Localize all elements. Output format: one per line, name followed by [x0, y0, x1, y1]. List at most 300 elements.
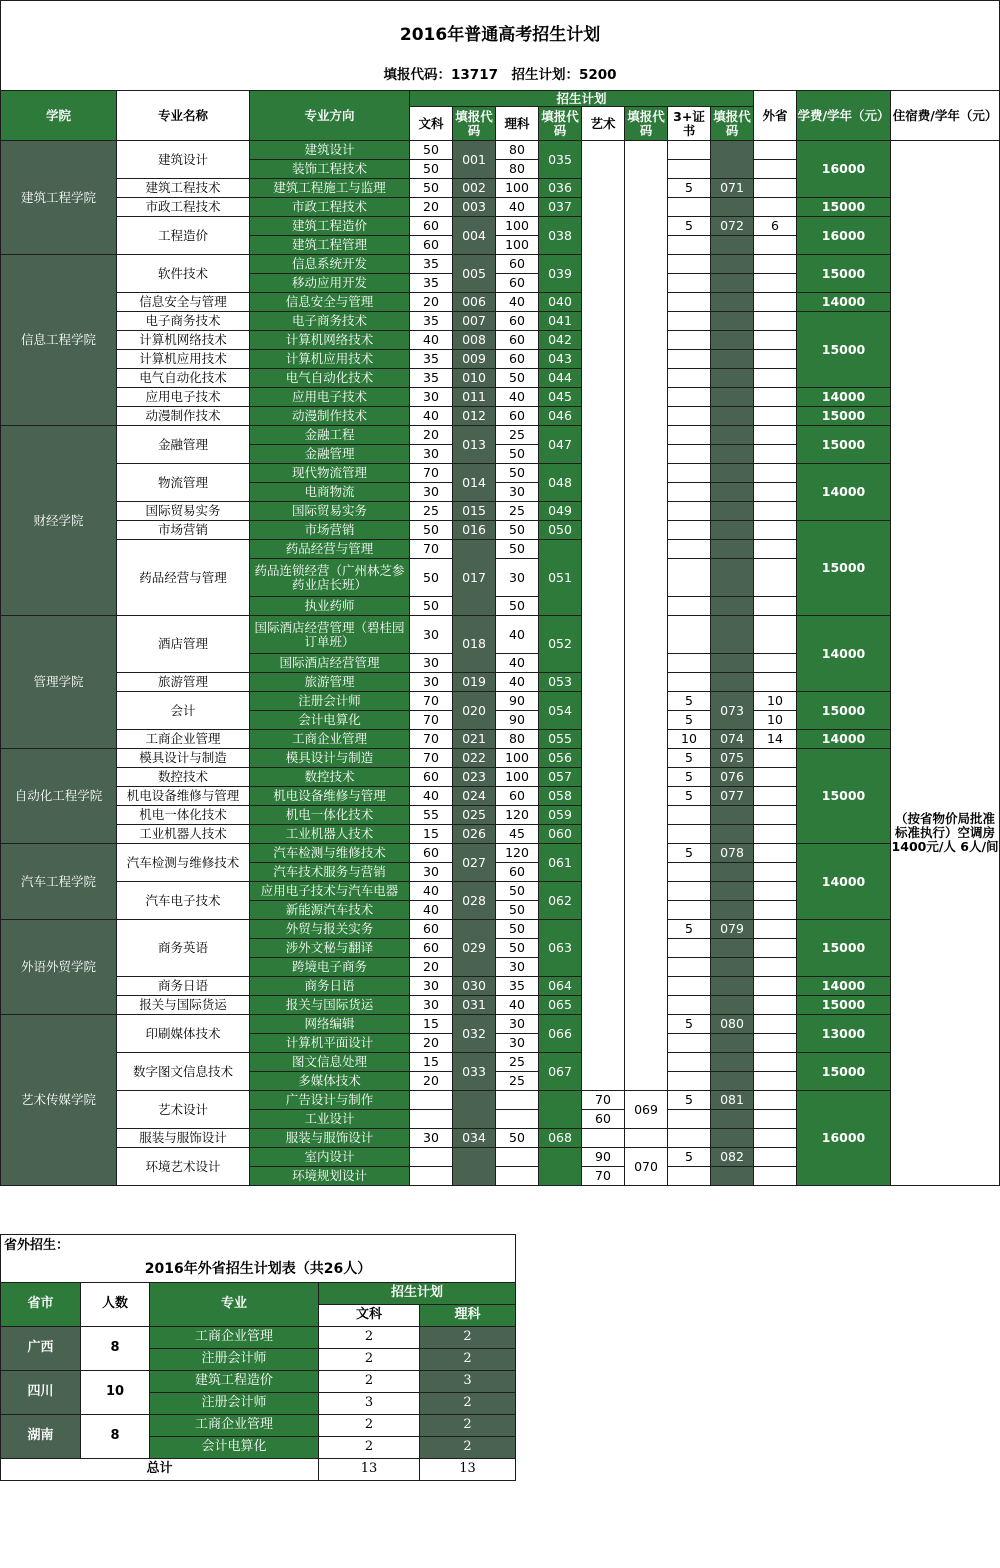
tuition-cell: 15000	[797, 996, 891, 1015]
major-name-cell: 数控技术	[117, 768, 250, 787]
cert-code-cell: 076	[711, 768, 754, 787]
li-count-cell: 25	[496, 1053, 539, 1072]
college-cell: 建筑工程学院	[1, 141, 117, 255]
direction-cell: 装饰工程技术	[250, 160, 410, 179]
wen-count-cell: 60	[410, 236, 453, 255]
cert-code-cell	[711, 863, 754, 882]
outside-li-cell: 2	[420, 1349, 516, 1371]
cert-code-cell	[711, 426, 754, 445]
outside-count-cell: 10	[754, 711, 797, 730]
cert-code-cell	[711, 654, 754, 673]
header-college: 学院	[1, 91, 117, 141]
wen-count-cell: 30	[410, 616, 453, 654]
college-cell: 财经学院	[1, 426, 117, 616]
table-row	[1, 198, 1000, 217]
outside-count-cell	[754, 1091, 797, 1110]
cert-count-cell	[668, 331, 711, 350]
li-count-cell: 50	[496, 464, 539, 483]
li-count-cell: 100	[496, 179, 539, 198]
header-art-code: 填报代码	[625, 107, 668, 141]
cert-code-cell: 072	[711, 217, 754, 236]
li-count-cell: 80	[496, 141, 539, 160]
li-count-cell: 40	[496, 616, 539, 654]
cert-count-cell	[668, 388, 711, 407]
major-name-cell: 环境艺术设计	[117, 1148, 250, 1186]
header-li: 理科	[496, 107, 539, 141]
tuition-cell: 15000	[797, 692, 891, 730]
li-code-cell: 037	[539, 198, 582, 217]
major-name-cell: 商务日语	[117, 977, 250, 996]
li-count-cell: 50	[496, 901, 539, 920]
outside-count-cell	[754, 882, 797, 901]
outside-header-major: 专业	[150, 1283, 319, 1327]
outside-count-cell	[754, 369, 797, 388]
outside-count-cell	[754, 654, 797, 673]
cert-code-cell: 081	[711, 1091, 754, 1110]
cert-code-cell	[711, 616, 754, 654]
wen-code-cell: 033	[453, 1053, 496, 1091]
table-row	[1, 521, 1000, 540]
li-code-cell: 048	[539, 464, 582, 502]
table-row	[1, 692, 1000, 711]
tuition-cell: 14000	[797, 293, 891, 312]
cert-code-cell	[711, 901, 754, 920]
cert-code-cell	[711, 483, 754, 502]
major-name-cell: 工程造价	[117, 217, 250, 255]
li-count-cell: 100	[496, 749, 539, 768]
wen-count-cell: 60	[410, 217, 453, 236]
cert-code-cell	[711, 1072, 754, 1091]
direction-cell: 数控技术	[250, 768, 410, 787]
li-count-cell: 50	[496, 369, 539, 388]
wen-code-cell: 021	[453, 730, 496, 749]
table-row	[1, 730, 1000, 749]
direction-cell: 建筑设计	[250, 141, 410, 160]
college-cell: 外语外贸学院	[1, 920, 117, 1015]
li-count-cell	[496, 1148, 539, 1167]
li-count-cell: 35	[496, 977, 539, 996]
table-row	[1, 996, 1000, 1015]
outside-count-cell	[754, 426, 797, 445]
major-name-cell: 数字图文信息技术	[117, 1053, 250, 1091]
wen-count-cell: 20	[410, 293, 453, 312]
cert-count-cell: 5	[668, 711, 711, 730]
wen-code-cell: 031	[453, 996, 496, 1015]
wen-count-cell: 30	[410, 863, 453, 882]
outside-count-cell: 6	[754, 217, 797, 236]
wen-count-cell: 60	[410, 768, 453, 787]
cert-code-cell	[711, 1034, 754, 1053]
cert-count-cell	[668, 293, 711, 312]
tuition-cell: 14000	[797, 464, 891, 521]
major-name-cell: 信息安全与管理	[117, 293, 250, 312]
wen-count-cell: 70	[410, 464, 453, 483]
outside-count-cell	[754, 312, 797, 331]
cert-code-cell	[711, 958, 754, 977]
li-code-cell	[539, 1148, 582, 1186]
cert-code-cell	[711, 274, 754, 293]
cert-code-cell	[711, 293, 754, 312]
major-name-cell: 机电设备维修与管理	[117, 787, 250, 806]
table-row	[1, 407, 1000, 426]
cert-code-cell: 075	[711, 749, 754, 768]
wen-count-cell: 40	[410, 331, 453, 350]
outside-count-cell	[754, 996, 797, 1015]
tuition-cell: 14000	[797, 388, 891, 407]
cert-count-cell	[668, 616, 711, 654]
outside-count-cell	[754, 502, 797, 521]
direction-cell: 国际贸易实务	[250, 502, 410, 521]
cert-code-cell	[711, 1167, 754, 1186]
wen-count-cell: 30	[410, 996, 453, 1015]
outside-header-li: 理科	[420, 1305, 516, 1327]
cert-count-cell	[668, 274, 711, 293]
header-wen: 文科	[410, 107, 453, 141]
cert-count-cell	[668, 806, 711, 825]
tuition-cell: 14000	[797, 844, 891, 920]
cert-count-cell: 5	[668, 749, 711, 768]
table-row	[1, 1053, 1000, 1072]
major-name-cell: 工商企业管理	[117, 730, 250, 749]
wen-count-cell: 50	[410, 521, 453, 540]
direction-cell: 室内设计	[250, 1148, 410, 1167]
outside-total-wen: 13	[319, 1459, 420, 1481]
cert-count-cell	[668, 673, 711, 692]
cert-code-cell	[711, 369, 754, 388]
li-count-cell	[496, 1091, 539, 1110]
outside-count-cell	[754, 483, 797, 502]
outside-major-cell: 注册会计师	[150, 1349, 319, 1371]
li-code-cell: 058	[539, 787, 582, 806]
li-code-cell: 046	[539, 407, 582, 426]
wen-count-cell: 50	[410, 160, 453, 179]
direction-cell: 电子商务技术	[250, 312, 410, 331]
direction-cell: 汽车技术服务与营销	[250, 863, 410, 882]
direction-cell: 移动应用开发	[250, 274, 410, 293]
cert-count-cell: 5	[668, 692, 711, 711]
province-cell: 四川	[1, 1371, 81, 1415]
wen-count-cell: 20	[410, 198, 453, 217]
li-count-cell: 100	[496, 236, 539, 255]
cert-code-cell	[711, 141, 754, 179]
major-name-cell: 电气自动化技术	[117, 369, 250, 388]
outside-count-cell	[754, 1015, 797, 1034]
direction-cell: 工商企业管理	[250, 730, 410, 749]
cert-count-cell	[668, 198, 711, 217]
direction-cell: 机电设备维修与管理	[250, 787, 410, 806]
art-code-cell: 070	[625, 1148, 668, 1186]
header-dorm: 住宿费/学年（元）	[891, 91, 1000, 141]
direction-cell: 报关与国际货运	[250, 996, 410, 1015]
wen-count-cell: 70	[410, 749, 453, 768]
wen-code-cell: 013	[453, 426, 496, 464]
li-count-cell: 40	[496, 654, 539, 673]
cert-code-cell: 074	[711, 730, 754, 749]
cert-count-cell	[668, 1072, 711, 1091]
direction-cell: 计算机网络技术	[250, 331, 410, 350]
outside-count-cell	[754, 198, 797, 217]
cert-code-cell	[711, 673, 754, 692]
li-count-cell: 30	[496, 1034, 539, 1053]
art-code-cell	[625, 141, 668, 1091]
tuition-cell: 14000	[797, 616, 891, 692]
cert-count-cell: 5	[668, 1148, 711, 1167]
direction-cell: 应用电子技术	[250, 388, 410, 407]
direction-cell: 电气自动化技术	[250, 369, 410, 388]
header-tuition: 学费/学年（元）	[797, 91, 891, 141]
li-count-cell: 50	[496, 445, 539, 464]
college-cell: 信息工程学院	[1, 255, 117, 426]
tuition-cell: 14000	[797, 977, 891, 996]
cert-count-cell	[668, 464, 711, 483]
outside-count-cell	[754, 920, 797, 939]
wen-code-cell: 019	[453, 673, 496, 692]
direction-cell: 模具设计与制造	[250, 749, 410, 768]
wen-code-cell	[453, 1091, 496, 1129]
li-code-cell: 054	[539, 692, 582, 730]
li-code-cell: 064	[539, 977, 582, 996]
wen-count-cell: 30	[410, 977, 453, 996]
cert-code-cell	[711, 521, 754, 540]
cert-count-cell	[668, 939, 711, 958]
wen-count-cell: 30	[410, 1129, 453, 1148]
direction-cell: 服装与服饰设计	[250, 1129, 410, 1148]
outside-header-province: 省市	[1, 1283, 81, 1327]
outside-count-cell	[754, 1167, 797, 1186]
cert-count-cell	[668, 521, 711, 540]
outside-count-cell	[754, 768, 797, 787]
major-name-cell: 计算机网络技术	[117, 331, 250, 350]
table-row	[1, 388, 1000, 407]
direction-cell: 金融管理	[250, 445, 410, 464]
cert-code-cell	[711, 255, 754, 274]
outside-count-cell	[754, 559, 797, 597]
cert-count-cell	[668, 160, 711, 179]
outside-count-cell	[754, 274, 797, 293]
art-count-cell: 70	[582, 1167, 625, 1186]
cert-count-cell	[668, 445, 711, 464]
outside-note: 省外招生：	[1, 1235, 516, 1257]
li-count-cell: 50	[496, 920, 539, 939]
cert-count-cell	[668, 901, 711, 920]
major-name-cell: 汽车检测与维修技术	[117, 844, 250, 882]
outside-li-cell: 2	[420, 1327, 516, 1349]
direction-cell: 新能源汽车技术	[250, 901, 410, 920]
cert-count-cell	[668, 559, 711, 597]
li-count-cell: 120	[496, 844, 539, 863]
direction-cell: 环境规划设计	[250, 1167, 410, 1186]
cert-count-cell	[668, 350, 711, 369]
wen-code-cell: 022	[453, 749, 496, 768]
li-code-cell: 063	[539, 920, 582, 977]
tuition-cell: 15000	[797, 255, 891, 293]
wen-code-cell: 020	[453, 692, 496, 730]
li-count-cell: 60	[496, 255, 539, 274]
li-code-cell: 055	[539, 730, 582, 749]
outside-count-cell	[754, 293, 797, 312]
cert-count-cell	[668, 407, 711, 426]
major-name-cell: 市场营销	[117, 521, 250, 540]
province-cell: 广西	[1, 1327, 81, 1371]
wen-count-cell: 30	[410, 388, 453, 407]
major-name-cell: 软件技术	[117, 255, 250, 293]
wen-count-cell: 40	[410, 901, 453, 920]
tuition-cell: 15000	[797, 426, 891, 464]
outside-count-cell	[754, 160, 797, 179]
direction-cell: 应用电子技术与汽车电器	[250, 882, 410, 901]
wen-code-cell: 003	[453, 198, 496, 217]
cert-code-cell: 078	[711, 844, 754, 863]
wen-count-cell: 60	[410, 844, 453, 863]
li-count-cell: 40	[496, 388, 539, 407]
outside-major-cell: 工商企业管理	[150, 1327, 319, 1349]
wen-code-cell: 015	[453, 502, 496, 521]
cert-code-cell	[711, 464, 754, 483]
cert-count-cell	[668, 502, 711, 521]
cert-code-cell	[711, 1110, 754, 1129]
outside-major-cell: 注册会计师	[150, 1393, 319, 1415]
direction-cell: 多媒体技术	[250, 1072, 410, 1091]
direction-cell: 计算机应用技术	[250, 350, 410, 369]
wen-code-cell: 017	[453, 540, 496, 616]
li-code-cell: 041	[539, 312, 582, 331]
art-count-cell: 70	[582, 1091, 625, 1110]
direction-cell: 图文信息处理	[250, 1053, 410, 1072]
li-code-cell: 057	[539, 768, 582, 787]
art-code-cell: 069	[625, 1091, 668, 1129]
cert-count-cell	[668, 369, 711, 388]
direction-cell: 工业设计	[250, 1110, 410, 1129]
header-direction: 专业方向	[250, 91, 410, 141]
li-count-cell: 40	[496, 293, 539, 312]
cert-count-cell: 5	[668, 787, 711, 806]
art-count-cell: 90	[582, 1148, 625, 1167]
wen-code-cell: 002	[453, 179, 496, 198]
outside-count-cell	[754, 787, 797, 806]
major-name-cell: 报关与国际货运	[117, 996, 250, 1015]
direction-cell: 执业药师	[250, 597, 410, 616]
college-cell: 艺术传媒学院	[1, 1015, 117, 1186]
outside-wen-cell: 2	[319, 1349, 420, 1371]
outside-count-cell	[754, 331, 797, 350]
cert-code-cell	[711, 331, 754, 350]
cert-count-cell	[668, 1053, 711, 1072]
cert-count-cell	[668, 236, 711, 255]
cert-code-cell	[711, 407, 754, 426]
major-name-cell: 艺术设计	[117, 1091, 250, 1129]
outside-count-cell	[754, 616, 797, 654]
major-name-cell: 市政工程技术	[117, 198, 250, 217]
direction-cell: 涉外文秘与翻译	[250, 939, 410, 958]
art-count-cell	[582, 141, 625, 1091]
major-name-cell: 药品经营与管理	[117, 540, 250, 616]
li-code-cell: 043	[539, 350, 582, 369]
cert-count-cell	[668, 882, 711, 901]
wen-count-cell: 35	[410, 312, 453, 331]
cert-count-cell	[668, 426, 711, 445]
major-name-cell: 金融管理	[117, 426, 250, 464]
table-row	[1, 1327, 516, 1349]
li-code-cell: 066	[539, 1015, 582, 1053]
wen-count-cell: 35	[410, 369, 453, 388]
art-count-cell	[582, 1129, 625, 1148]
table-row	[1, 749, 1000, 768]
cert-count-cell	[668, 958, 711, 977]
cert-code-cell	[711, 540, 754, 559]
cert-count-cell: 5	[668, 217, 711, 236]
wen-count-cell: 20	[410, 426, 453, 445]
wen-count-cell: 30	[410, 483, 453, 502]
li-count-cell: 90	[496, 711, 539, 730]
table-row	[1, 426, 1000, 445]
cert-code-cell	[711, 806, 754, 825]
outside-header-plan: 招生计划	[319, 1283, 516, 1305]
wen-count-cell: 40	[410, 882, 453, 901]
cert-code-cell	[711, 559, 754, 597]
header-outside: 外省	[754, 91, 797, 141]
cert-code-cell: 080	[711, 1015, 754, 1034]
tuition-cell: 16000	[797, 141, 891, 198]
cert-count-cell: 5	[668, 1091, 711, 1110]
tuition-cell: 15000	[797, 749, 891, 844]
li-code-cell: 049	[539, 502, 582, 521]
wen-count-cell: 55	[410, 806, 453, 825]
cert-count-cell	[668, 255, 711, 274]
table-row	[1, 1371, 516, 1393]
tuition-cell: 15000	[797, 920, 891, 977]
outside-wen-cell: 2	[319, 1437, 420, 1459]
direction-cell: 国际酒店经营管理（碧桂园订单班）	[250, 616, 410, 654]
outside-count-cell	[754, 1072, 797, 1091]
direction-cell: 信息安全与管理	[250, 293, 410, 312]
tuition-cell: 15000	[797, 198, 891, 217]
outside-count-cell	[754, 1148, 797, 1167]
wen-count-cell: 50	[410, 141, 453, 160]
wen-code-cell: 032	[453, 1015, 496, 1053]
li-count-cell: 60	[496, 274, 539, 293]
cert-code-cell	[711, 1053, 754, 1072]
li-count-cell: 45	[496, 825, 539, 844]
li-count-cell: 40	[496, 673, 539, 692]
outside-count-cell	[754, 236, 797, 255]
major-name-cell: 建筑设计	[117, 141, 250, 179]
cert-count-cell	[668, 483, 711, 502]
dorm-fee-cell: （按省物价局批准标准执行）空调房1400元/人 6人/间	[891, 141, 1000, 1186]
cert-count-cell: 5	[668, 1015, 711, 1034]
province-cell: 湖南	[1, 1415, 81, 1459]
wen-count-cell: 15	[410, 1053, 453, 1072]
outside-wen-cell: 3	[319, 1393, 420, 1415]
direction-cell: 药品连锁经营（广州林芝参药业店长班）	[250, 559, 410, 597]
wen-count-cell: 30	[410, 654, 453, 673]
direction-cell: 动漫制作技术	[250, 407, 410, 426]
outside-province-table	[0, 1234, 516, 1481]
major-name-cell: 模具设计与制造	[117, 749, 250, 768]
cert-code-cell	[711, 939, 754, 958]
li-code-cell: 060	[539, 825, 582, 844]
cert-count-cell	[668, 977, 711, 996]
wen-code-cell: 026	[453, 825, 496, 844]
cert-count-cell	[668, 1034, 711, 1053]
li-count-cell: 100	[496, 768, 539, 787]
wen-code-cell: 024	[453, 787, 496, 806]
wen-count-cell: 40	[410, 407, 453, 426]
outside-total-label: 总计	[1, 1459, 319, 1481]
header-plan: 招生计划	[410, 91, 754, 107]
art-code-cell	[625, 1129, 668, 1148]
header-major: 专业名称	[117, 91, 250, 141]
cert-code-cell: 079	[711, 920, 754, 939]
